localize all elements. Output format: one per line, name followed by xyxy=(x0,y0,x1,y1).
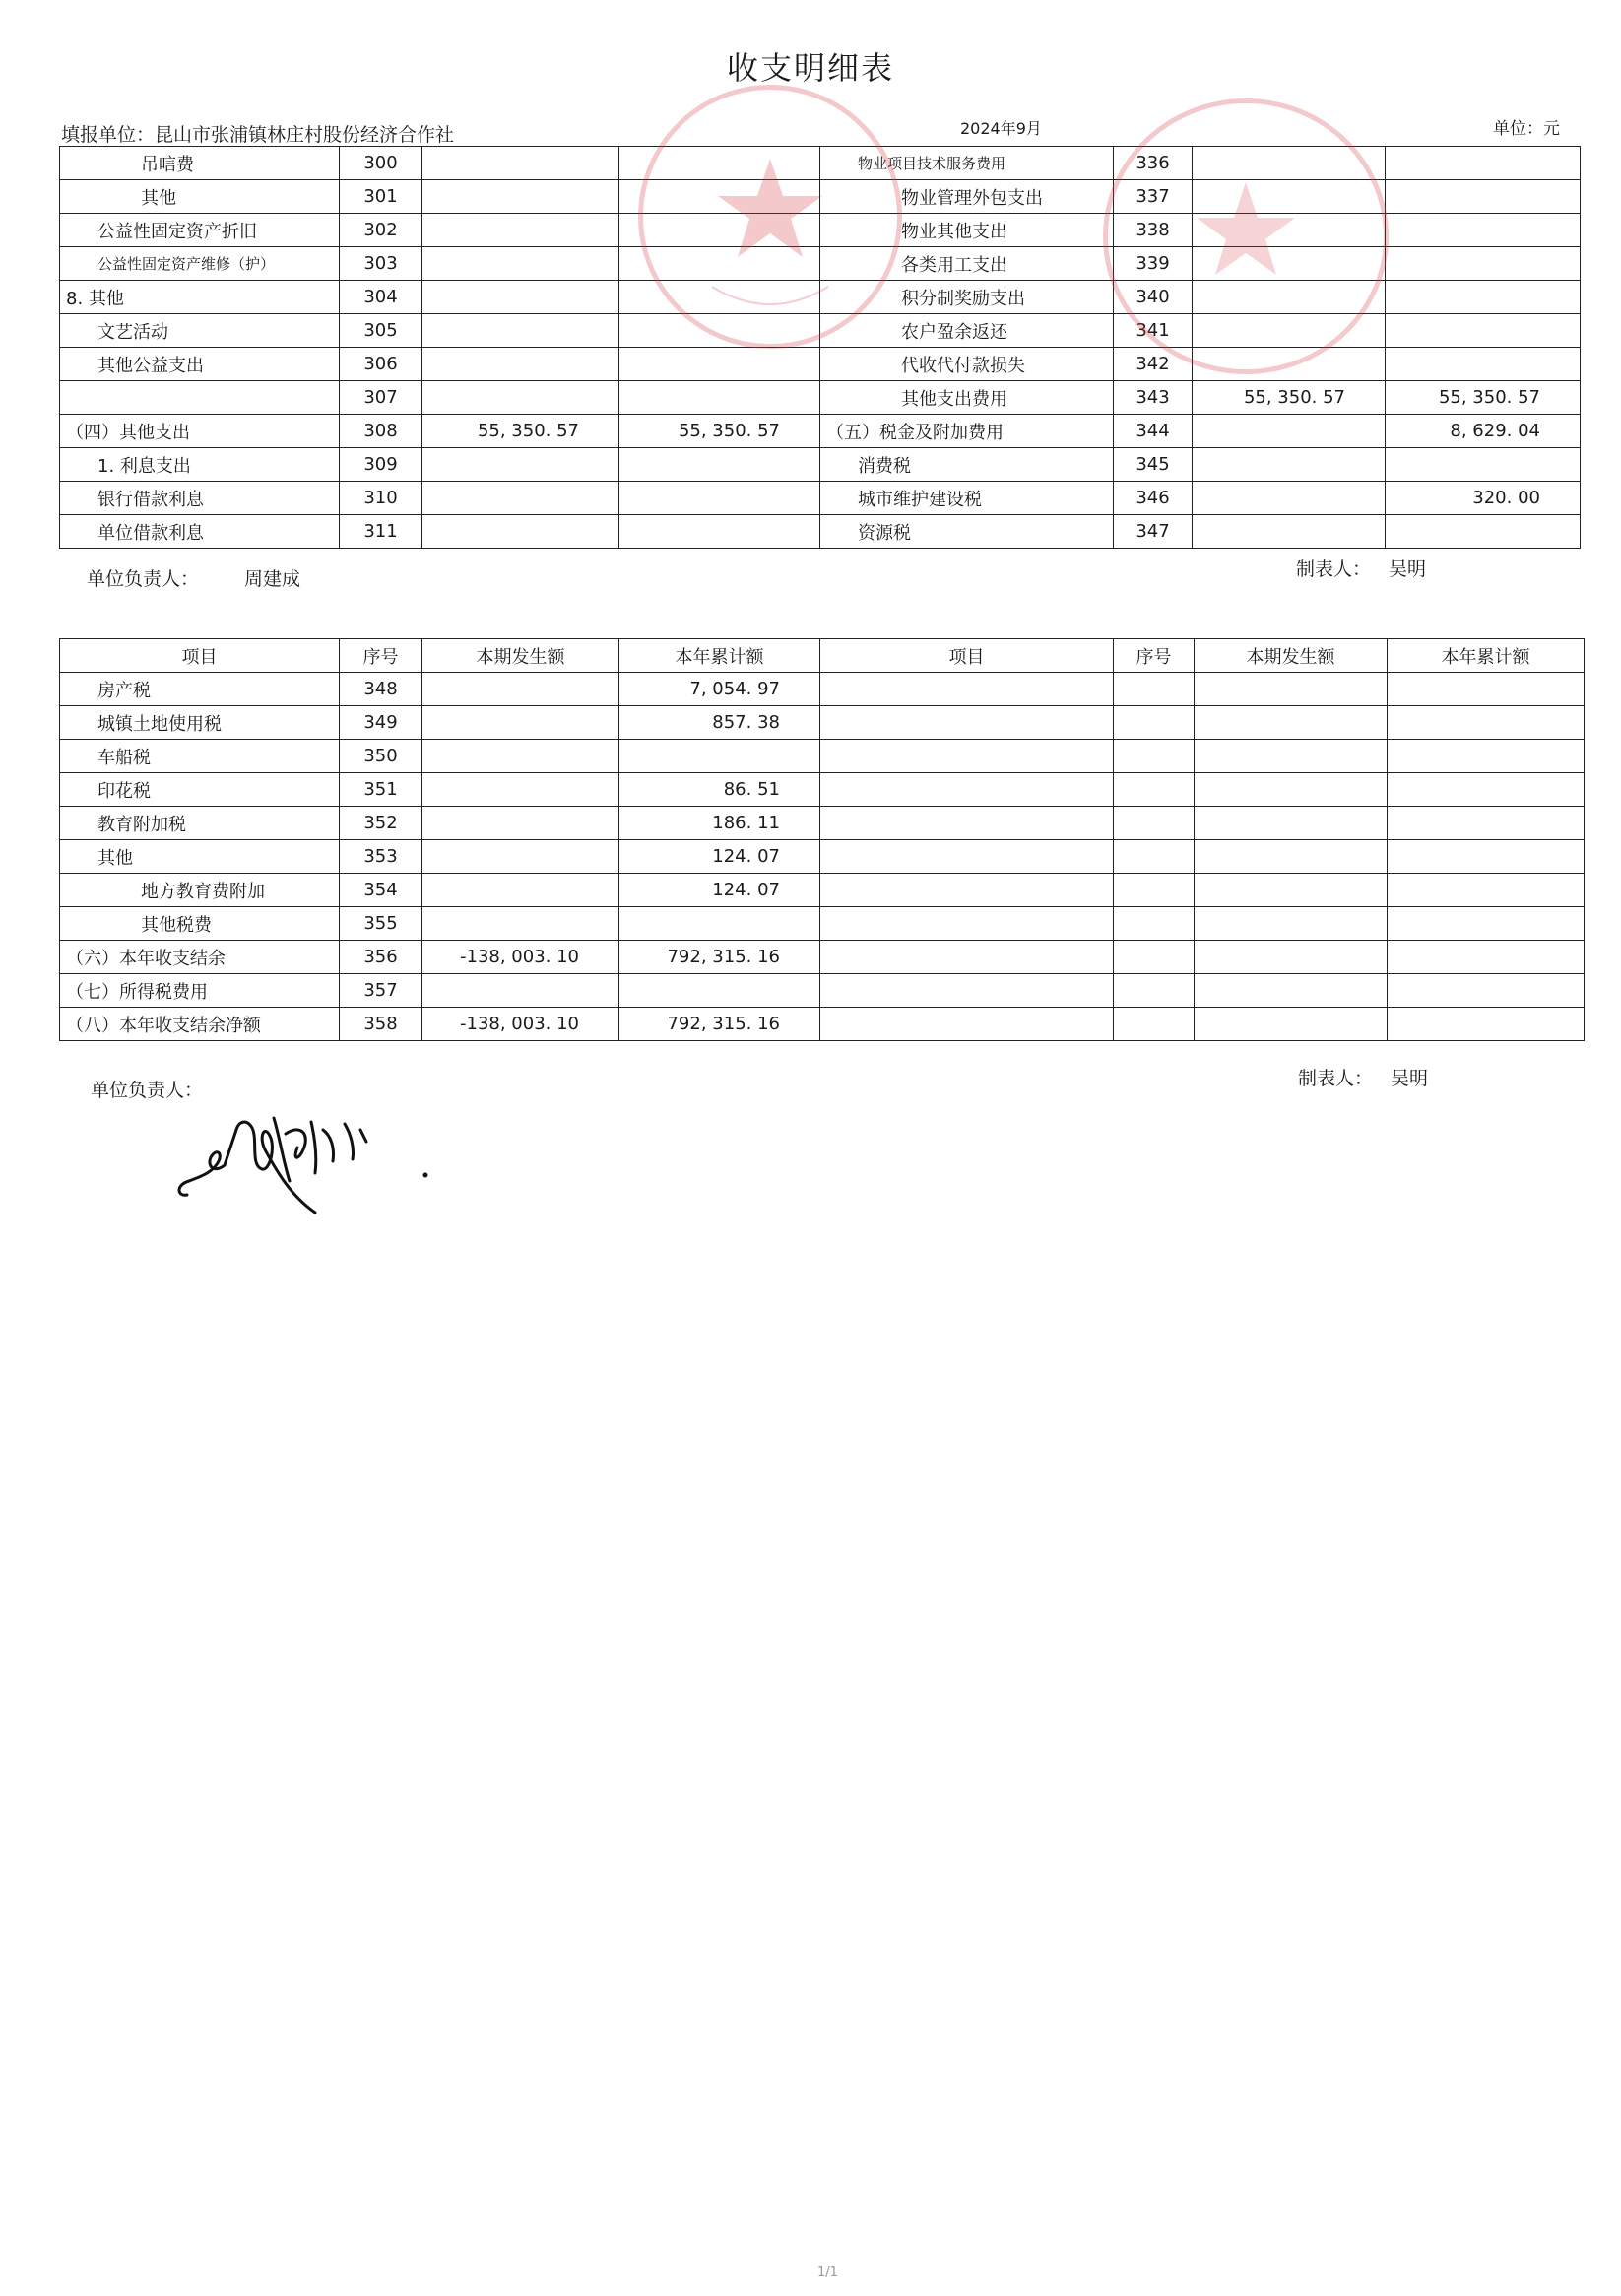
row-ytd-amount xyxy=(619,247,820,281)
row-seq: 356 xyxy=(340,941,422,974)
row-ytd-amount-right xyxy=(1386,147,1581,180)
row-item-right: 消费税 xyxy=(820,448,1114,482)
row-ytd-amount xyxy=(619,907,820,941)
empty-cell xyxy=(1195,773,1388,807)
col-current-right: 本期发生额 xyxy=(1195,639,1388,673)
row-ytd-amount-right: 8, 629. 04 xyxy=(1386,415,1581,448)
row-current-amount xyxy=(422,214,619,247)
row-item xyxy=(60,381,340,415)
empty-cell xyxy=(1114,807,1195,840)
table-row xyxy=(60,515,1581,549)
row-ytd-amount: 86. 51 xyxy=(619,773,820,807)
row-current-amount xyxy=(422,840,619,874)
row-ytd-amount-right: 55, 350. 57 xyxy=(1386,381,1581,415)
row-current-amount-right: 55, 350. 57 xyxy=(1193,381,1386,415)
row-seq-right: 343 xyxy=(1114,381,1193,415)
row-item: 8. 其他 xyxy=(60,281,340,314)
row-item: 银行借款利息 xyxy=(60,482,340,515)
reporting-unit: 填报单位：昆山市张浦镇林庄村股份经济合作社 xyxy=(61,124,455,146)
row-seq: 348 xyxy=(340,673,422,706)
empty-cell xyxy=(1388,673,1585,706)
table-row xyxy=(60,874,1585,907)
empty-cell xyxy=(1195,840,1388,874)
row-item: 房产税 xyxy=(60,673,340,706)
row-current-amount xyxy=(422,706,619,740)
empty-cell xyxy=(1114,1008,1195,1041)
empty-cell xyxy=(1388,840,1585,874)
empty-cell xyxy=(1195,807,1388,840)
row-current-amount-right xyxy=(1193,281,1386,314)
row-current-amount-right xyxy=(1193,415,1386,448)
row-seq: 302 xyxy=(340,214,422,247)
row-current-amount: -138, 003. 10 xyxy=(422,1008,619,1041)
row-item: （八）本年收支结余净额 xyxy=(60,1008,340,1041)
empty-cell xyxy=(1114,840,1195,874)
empty-cell xyxy=(1388,941,1585,974)
table-row xyxy=(60,941,1585,974)
table-row xyxy=(60,840,1585,874)
row-current-amount xyxy=(422,974,619,1008)
row-ytd-amount: 124. 07 xyxy=(619,840,820,874)
table-row xyxy=(60,381,1581,415)
empty-cell xyxy=(1195,941,1388,974)
col-current: 本期发生额 xyxy=(422,639,619,673)
col-seq-right: 序号 xyxy=(1114,639,1195,673)
table-row xyxy=(60,281,1581,314)
row-seq-right: 340 xyxy=(1114,281,1193,314)
row-current-amount-right xyxy=(1193,214,1386,247)
row-ytd-amount xyxy=(619,448,820,482)
empty-cell xyxy=(1195,740,1388,773)
row-ytd-amount xyxy=(619,740,820,773)
row-ytd-amount xyxy=(619,482,820,515)
row-item: 其他 xyxy=(60,840,340,874)
col-ytd-right: 本年累计额 xyxy=(1388,639,1585,673)
document-title: 收支明细表 xyxy=(726,49,894,87)
table-row xyxy=(60,974,1585,1008)
row-item: 其他税费 xyxy=(60,907,340,941)
row-current-amount: 55, 350. 57 xyxy=(422,415,619,448)
empty-cell xyxy=(1195,706,1388,740)
row-item: （七）所得税费用 xyxy=(60,974,340,1008)
currency-unit: 单位：元 xyxy=(1493,119,1560,139)
empty-cell xyxy=(820,773,1114,807)
col-item: 项目 xyxy=(60,639,340,673)
table-row xyxy=(60,482,1581,515)
row-item-right: 代收代付款损失 xyxy=(820,348,1114,381)
table-row xyxy=(60,1008,1585,1041)
row-seq: 358 xyxy=(340,1008,422,1041)
col-ytd: 本年累计额 xyxy=(619,639,820,673)
empty-cell xyxy=(1388,740,1585,773)
empty-cell xyxy=(1195,974,1388,1008)
table-row xyxy=(60,907,1585,941)
page-number: 1/1 xyxy=(817,2265,838,2280)
row-ytd-amount xyxy=(619,314,820,348)
empty-cell xyxy=(820,673,1114,706)
row-current-amount-right xyxy=(1193,147,1386,180)
row-item: 公益性固定资产维修（护） xyxy=(60,247,340,281)
table-row xyxy=(60,214,1581,247)
empty-cell xyxy=(820,1008,1114,1041)
row-item: 单位借款利息 xyxy=(60,515,340,549)
row-current-amount xyxy=(422,381,619,415)
row-current-amount-right xyxy=(1193,314,1386,348)
empty-cell xyxy=(1388,807,1585,840)
row-ytd-amount-right xyxy=(1386,214,1581,247)
empty-cell xyxy=(1114,907,1195,941)
handwritten-signature xyxy=(167,1079,453,1226)
row-seq: 308 xyxy=(340,415,422,448)
row-ytd-amount: 124. 07 xyxy=(619,874,820,907)
row-current-amount-right xyxy=(1193,247,1386,281)
row-ytd-amount xyxy=(619,281,820,314)
row-current-amount xyxy=(422,807,619,840)
preparer-label-1: 制表人： xyxy=(1296,558,1372,580)
row-ytd-amount xyxy=(619,515,820,549)
row-seq: 303 xyxy=(340,247,422,281)
row-seq-right: 336 xyxy=(1114,147,1193,180)
row-seq: 305 xyxy=(340,314,422,348)
empty-cell xyxy=(1388,974,1585,1008)
row-item: 1. 利息支出 xyxy=(60,448,340,482)
responsible-name-1: 周建成 xyxy=(244,568,301,590)
row-ytd-amount-right: 320. 00 xyxy=(1386,482,1581,515)
row-current-amount xyxy=(422,773,619,807)
row-seq: 355 xyxy=(340,907,422,941)
row-item-right: 物业项目技术服务费用 xyxy=(820,147,1114,180)
col-item-right: 项目 xyxy=(820,639,1114,673)
row-current-amount xyxy=(422,247,619,281)
row-ytd-amount-right xyxy=(1386,515,1581,549)
row-seq: 311 xyxy=(340,515,422,549)
row-seq: 357 xyxy=(340,974,422,1008)
row-current-amount xyxy=(422,448,619,482)
row-item-right: 其他支出费用 xyxy=(820,381,1114,415)
row-seq-right: 346 xyxy=(1114,482,1193,515)
table-row xyxy=(60,807,1585,840)
row-seq: 304 xyxy=(340,281,422,314)
empty-cell xyxy=(820,974,1114,1008)
row-item-right: 物业其他支出 xyxy=(820,214,1114,247)
empty-cell xyxy=(1114,874,1195,907)
empty-cell xyxy=(1195,673,1388,706)
row-ytd-amount: 7, 054. 97 xyxy=(619,673,820,706)
row-current-amount-right xyxy=(1193,180,1386,214)
row-ytd-amount-right xyxy=(1386,247,1581,281)
row-current-amount xyxy=(422,281,619,314)
detail-table-2 xyxy=(59,638,1585,1041)
row-item-right: 积分制奖励支出 xyxy=(820,281,1114,314)
table-row xyxy=(60,415,1581,448)
row-item: 其他公益支出 xyxy=(60,348,340,381)
row-seq-right: 337 xyxy=(1114,180,1193,214)
row-ytd-amount-right xyxy=(1386,314,1581,348)
row-item-right: 城市维护建设税 xyxy=(820,482,1114,515)
responsible-label-1: 单位负责人： xyxy=(87,568,200,590)
row-ytd-amount-right xyxy=(1386,448,1581,482)
table-row xyxy=(60,673,1585,706)
row-ytd-amount: 857. 38 xyxy=(619,706,820,740)
row-item: 吊唁费 xyxy=(60,147,340,180)
row-seq: 349 xyxy=(340,706,422,740)
row-seq-right: 345 xyxy=(1114,448,1193,482)
row-ytd-amount xyxy=(619,214,820,247)
table-row xyxy=(60,247,1581,281)
row-seq-right: 341 xyxy=(1114,314,1193,348)
empty-cell xyxy=(1114,740,1195,773)
empty-cell xyxy=(820,706,1114,740)
preparer-label-2: 制表人： xyxy=(1298,1068,1374,1089)
row-item-right: 资源税 xyxy=(820,515,1114,549)
row-seq: 306 xyxy=(340,348,422,381)
empty-cell xyxy=(820,740,1114,773)
preparer-name-1: 吴明 xyxy=(1389,558,1427,580)
empty-cell xyxy=(820,840,1114,874)
row-ytd-amount xyxy=(619,381,820,415)
row-seq-right: 342 xyxy=(1114,348,1193,381)
empty-cell xyxy=(1388,706,1585,740)
row-current-amount: -138, 003. 10 xyxy=(422,941,619,974)
table-row xyxy=(60,180,1581,214)
report-period: 2024年9月 xyxy=(960,119,1042,138)
row-item: （六）本年收支结余 xyxy=(60,941,340,974)
row-seq: 352 xyxy=(340,807,422,840)
empty-cell xyxy=(1114,941,1195,974)
row-ytd-amount xyxy=(619,974,820,1008)
row-current-amount xyxy=(422,673,619,706)
empty-cell xyxy=(820,907,1114,941)
empty-cell xyxy=(820,874,1114,907)
row-item: 其他 xyxy=(60,180,340,214)
row-current-amount-right xyxy=(1193,448,1386,482)
col-seq: 序号 xyxy=(340,639,422,673)
row-item: 地方教育费附加 xyxy=(60,874,340,907)
row-current-amount xyxy=(422,314,619,348)
empty-cell xyxy=(1114,706,1195,740)
row-item: 城镇土地使用税 xyxy=(60,706,340,740)
empty-cell xyxy=(1114,773,1195,807)
table-row xyxy=(60,147,1581,180)
empty-cell xyxy=(1195,874,1388,907)
row-item: 教育附加税 xyxy=(60,807,340,840)
row-current-amount-right xyxy=(1193,482,1386,515)
row-seq: 310 xyxy=(340,482,422,515)
table-row xyxy=(60,740,1585,773)
row-seq: 350 xyxy=(340,740,422,773)
empty-cell xyxy=(1388,874,1585,907)
empty-cell xyxy=(1195,907,1388,941)
row-current-amount xyxy=(422,874,619,907)
empty-cell xyxy=(1114,673,1195,706)
row-seq: 307 xyxy=(340,381,422,415)
row-seq: 354 xyxy=(340,874,422,907)
row-ytd-amount xyxy=(619,180,820,214)
empty-cell xyxy=(1388,907,1585,941)
row-seq: 353 xyxy=(340,840,422,874)
row-seq: 351 xyxy=(340,773,422,807)
row-item-right: 农户盈余返还 xyxy=(820,314,1114,348)
row-ytd-amount-right xyxy=(1386,348,1581,381)
row-current-amount xyxy=(422,482,619,515)
table2-header-row xyxy=(60,639,1585,673)
row-ytd-amount: 792, 315. 16 xyxy=(619,1008,820,1041)
row-item: 公益性固定资产折旧 xyxy=(60,214,340,247)
preparer-name-2: 吴明 xyxy=(1391,1068,1429,1089)
row-item: （四）其他支出 xyxy=(60,415,340,448)
empty-cell xyxy=(1195,1008,1388,1041)
responsible-label-2: 单位负责人： xyxy=(91,1080,204,1101)
row-current-amount xyxy=(422,147,619,180)
row-current-amount xyxy=(422,180,619,214)
table-row xyxy=(60,773,1585,807)
row-item: 车船税 xyxy=(60,740,340,773)
empty-cell xyxy=(820,807,1114,840)
row-item-right: 各类用工支出 xyxy=(820,247,1114,281)
row-ytd-amount xyxy=(619,147,820,180)
row-seq: 301 xyxy=(340,180,422,214)
table-row xyxy=(60,314,1581,348)
row-ytd-amount xyxy=(619,348,820,381)
row-current-amount xyxy=(422,348,619,381)
row-ytd-amount-right xyxy=(1386,180,1581,214)
row-ytd-amount-right xyxy=(1386,281,1581,314)
table-row xyxy=(60,706,1585,740)
row-current-amount xyxy=(422,515,619,549)
empty-cell xyxy=(1388,773,1585,807)
table-row xyxy=(60,348,1581,381)
row-current-amount xyxy=(422,740,619,773)
row-seq: 300 xyxy=(340,147,422,180)
row-seq-right: 338 xyxy=(1114,214,1193,247)
row-ytd-amount: 792, 315. 16 xyxy=(619,941,820,974)
row-ytd-amount: 55, 350. 57 xyxy=(619,415,820,448)
row-ytd-amount: 186. 11 xyxy=(619,807,820,840)
row-current-amount-right xyxy=(1193,348,1386,381)
row-current-amount xyxy=(422,907,619,941)
row-item: 印花税 xyxy=(60,773,340,807)
empty-cell xyxy=(1114,974,1195,1008)
empty-cell xyxy=(1388,1008,1585,1041)
row-seq-right: 339 xyxy=(1114,247,1193,281)
row-seq-right: 344 xyxy=(1114,415,1193,448)
row-seq: 309 xyxy=(340,448,422,482)
row-seq-right: 347 xyxy=(1114,515,1193,549)
row-item: 文艺活动 xyxy=(60,314,340,348)
detail-table-1 xyxy=(59,146,1581,549)
row-item-right: 物业管理外包支出 xyxy=(820,180,1114,214)
table-row xyxy=(60,448,1581,482)
row-item-right: （五）税金及附加费用 xyxy=(820,415,1114,448)
row-current-amount-right xyxy=(1193,515,1386,549)
empty-cell xyxy=(820,941,1114,974)
